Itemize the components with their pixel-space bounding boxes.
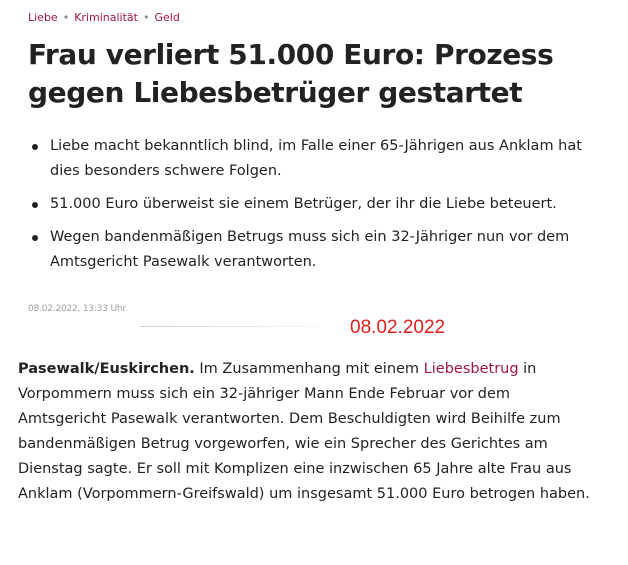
summary-item — [28, 134, 598, 184]
article-body-text: Im Zusammenhang mit einem — [194, 361, 424, 377]
breadcrumb-item-geld[interactable]: Geld — [154, 11, 180, 24]
bullet-icon — [32, 144, 38, 150]
summary-list — [28, 134, 598, 283]
breadcrumb-item-liebe[interactable]: Liebe — [28, 11, 58, 24]
article-body — [18, 357, 598, 507]
breadcrumb-item-kriminalitaet[interactable]: Kriminalität — [74, 11, 138, 24]
divider — [140, 326, 320, 327]
article-dateline: Pasewalk/Euskirchen. — [18, 361, 195, 377]
breadcrumb — [28, 11, 180, 24]
summary-item — [28, 192, 598, 217]
article-headline: Frau verliert 51.000 Euro: Prozess gegen Liebesbetrüger gestartet — [28, 38, 554, 109]
summary-item-text: 51.000 Euro überweist sie einem Betrüger, der ihr die Liebe beteuert. — [50, 196, 557, 212]
article-body-text: in Vorpommern muss sich ein 32-jähriger Mann Ende Februar vor dem Amtsgericht Pasewalk verantworten. Dem Beschuldigten wird Beihilfe zum bandenmäßigen Betrug vorgeworfen, wie ein Sprecher des Gerichtes am Dienstag sagte. Er soll mit Komplizen eine inzwischen 65 Jahre alte Frau aus Anklam (Vorpommern-Greifswald) um insgesamt 51.000 Euro betrogen haben. — [18, 361, 590, 502]
summary-item-text: Liebe macht bekanntlich blind, im Falle einer 65-Jährigen aus Anklam hat dies besonders schwere Folgen. — [50, 138, 582, 179]
liebesbetrug-link[interactable]: Liebesbetrug — [423, 361, 519, 377]
article-timestamp: 08.02.2022, 13:33 Uhr — [28, 304, 126, 314]
bullet-icon — [32, 235, 38, 241]
summary-item-text: Wegen bandenmäßigen Betrugs muss sich ein 32-Jähriger nun vor dem Amtsgericht Pasewalk verantworten. — [50, 229, 570, 270]
bullet-icon — [32, 202, 38, 208]
stamp-date: 08.02.2022 — [350, 317, 446, 338]
summary-item — [28, 225, 598, 275]
breadcrumb-separator: • — [142, 11, 150, 24]
breadcrumb-separator: • — [62, 11, 70, 24]
